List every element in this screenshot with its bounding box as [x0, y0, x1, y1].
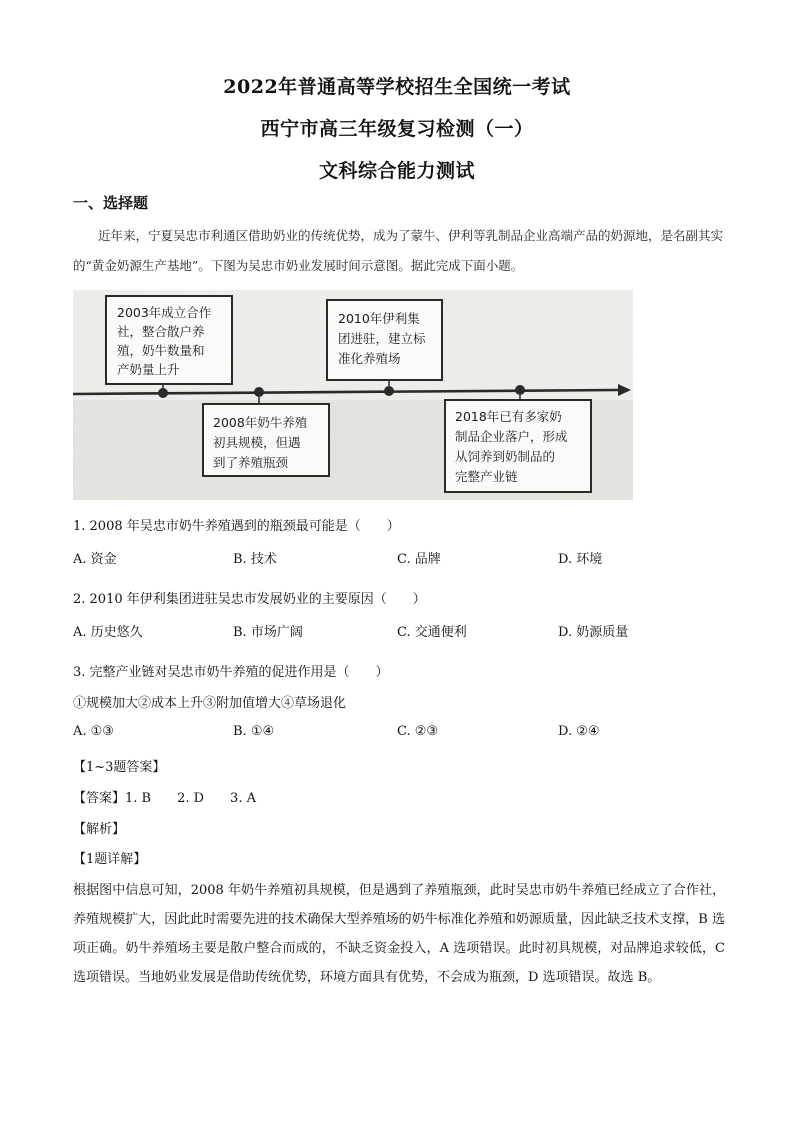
- event-2010-line-1: 2010年伊利集: [338, 311, 420, 326]
- intro-text: 近年来，宁夏吴忠市利通区借助奶业的传统优势，成为了蒙牛、伊利等乳制品企业高端产品的奶源地，是名副其实的“黄金奶源生产基地”。下图为吴忠市奶业发展时间示意图。据此完成下面小题。: [73, 228, 724, 273]
- question-1-option-a[interactable]: A. 资金: [73, 552, 117, 567]
- question-3-option-c[interactable]: C. ②③: [397, 724, 439, 739]
- answer-key: 【答案】1. B 2. D 3. A: [73, 791, 256, 806]
- event-2003-line-1: 2003年成立合作: [117, 305, 212, 320]
- question-1-option-d[interactable]: D. 环境: [558, 552, 603, 567]
- question-2-option-a[interactable]: A. 历史悠久: [73, 625, 143, 640]
- event-2010-line-2: 团进驻，建立标: [338, 331, 426, 346]
- timeline-point-2003: [158, 388, 168, 398]
- intro-passage: [73, 221, 723, 281]
- analysis-label: 【解析】: [73, 822, 126, 837]
- question-3-option-b[interactable]: B. ①④: [233, 724, 275, 739]
- explanation-text: 根据图中信息可知，2008 年奶牛养殖初具规模，但是遇到了养殖瓶颈，此时吴忠市奶牛养殖已经成立了合作社，养殖规模扩大，因此此时需要先进的技术确保大型养殖场的奶牛标准化养殖和奶源质量，因此缺乏技术支撑，B 选项正确。奶牛养殖场主要是散户整合而成的，不缺乏资金投入，A 选项错误。此时初具规模，对品牌追求较低，C 选项错误。当地奶业发展是借助传统优势，环境方面具有优势，不会成为瓶颈，D 选项错误。故选 B。: [73, 883, 725, 985]
- question-3-statements: ①规模加大②成本上升③附加值增大④草场退化: [73, 696, 347, 711]
- event-2018-line-3: 从饲养到奶制品的: [455, 449, 556, 464]
- event-2010-line-3: 准化养殖场: [338, 351, 401, 366]
- event-2018-line-2: 制品企业落户，形成: [455, 429, 568, 444]
- question-1-detail-label: 【1题详解】: [73, 852, 147, 867]
- question-2-option-b[interactable]: B. 市场广阔: [233, 625, 303, 640]
- paper-subject-title: 文科综合能力测试: [318, 160, 475, 182]
- timeline-point-2018: [515, 385, 525, 395]
- section-heading: 一、选择题: [73, 194, 149, 212]
- event-box-2003: [106, 296, 232, 384]
- event-box-2018: [445, 400, 591, 492]
- question-2-stem: 2. 2010 年伊利集团进驻吴忠市发展奶业的主要原因（ ）: [73, 592, 426, 607]
- timeline-point-2010: [384, 386, 394, 396]
- question-1-stem: 1. 2008 年吴忠市奶牛养殖遇到的瓶颈最可能是（ ）: [73, 519, 400, 534]
- question-3-stem: 3. 完整产业链对吴忠市奶牛养殖的促进作用是（ ）: [73, 665, 389, 680]
- question-1-option-b[interactable]: B. 技术: [233, 552, 277, 567]
- timeline-point-2008: [254, 387, 264, 397]
- question-2-option-d[interactable]: D. 奶源质量: [558, 625, 629, 640]
- event-2003-line-2: 社，整合散户养: [117, 324, 205, 339]
- event-2003-line-4: 产奶量上升: [117, 362, 180, 377]
- event-2018-line-4: 完整产业链: [455, 469, 518, 484]
- exam-subtitle: 西宁市高三年级复习检测（一）: [260, 118, 534, 140]
- question-1-option-c[interactable]: C. 品牌: [397, 552, 441, 567]
- question-2-option-c[interactable]: C. 交通便利: [397, 625, 467, 640]
- timeline-figure: [73, 290, 633, 500]
- question-3-option-d[interactable]: D. ②④: [558, 724, 600, 739]
- event-2008-line-1: 2008年奶牛养殖: [213, 415, 308, 430]
- timeline-diagram: [73, 290, 633, 500]
- event-box-2010: [327, 300, 442, 380]
- event-2018-line-1: 2018年已有多家奶: [455, 409, 562, 424]
- event-box-2008: [203, 404, 329, 476]
- question-3-option-a[interactable]: A. ①③: [73, 724, 114, 739]
- exam-title: 2022年普通高等学校招生全国统一考试: [223, 76, 571, 98]
- answer-group-label: 【1~3题答案】: [73, 760, 166, 775]
- event-2003-line-3: 殖，奶牛数量和: [117, 343, 205, 358]
- question-1-explanation: [73, 876, 725, 992]
- event-2008-line-3: 到了养殖瓶颈: [213, 455, 289, 470]
- event-2008-line-2: 初具规模，但遇: [213, 435, 301, 450]
